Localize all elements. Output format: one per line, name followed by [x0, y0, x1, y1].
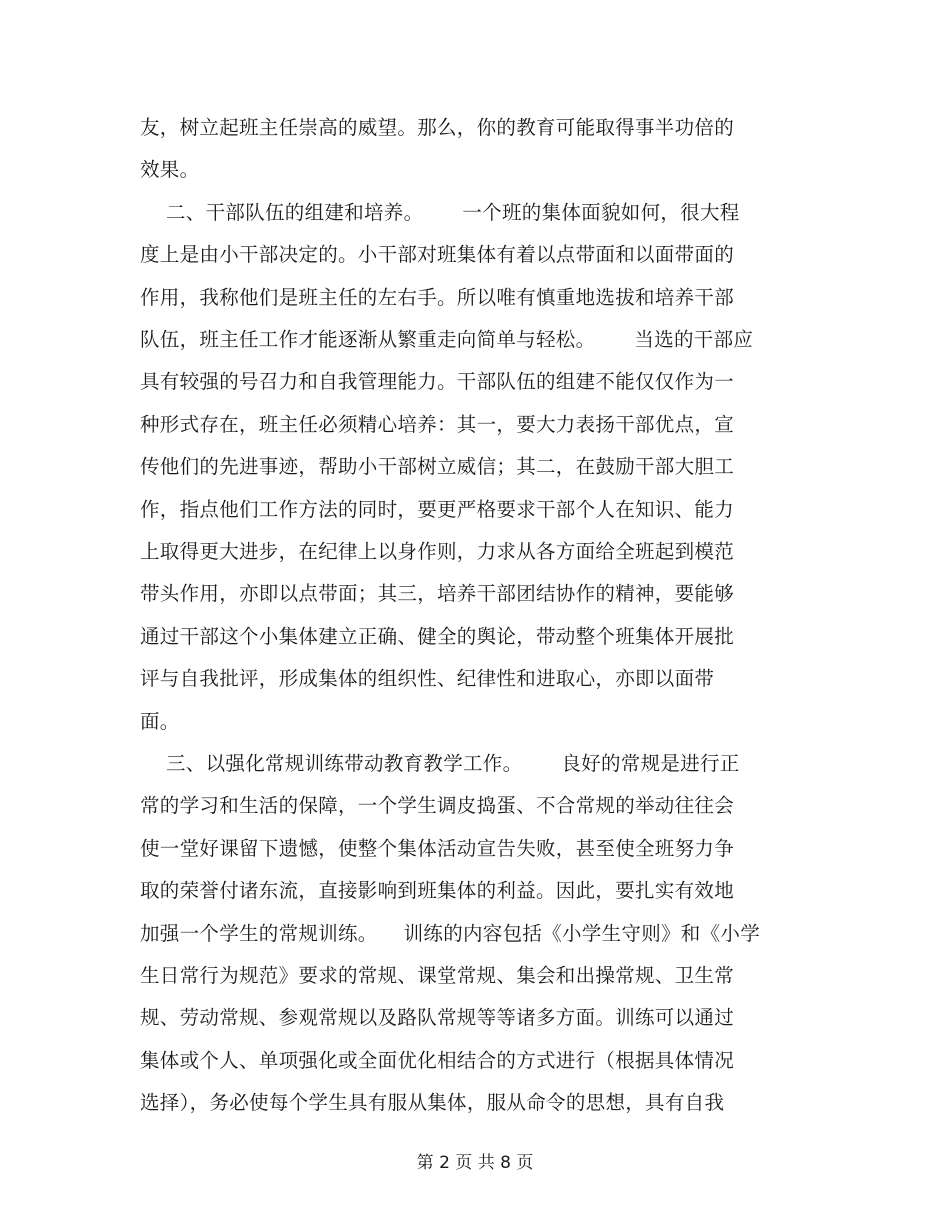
text-line: 集体或个人、单项强化或全面优化相结合的方式进行（根据具体情况 [140, 1049, 735, 1072]
text-line: 具有较强的号召力和自我管理能力。干部队伍的组建不能仅仅作为一 [140, 370, 735, 393]
text-line: 取的荣誉付诸东流，直接影响到班集体的利益。因此，要扎实有效地 [140, 879, 735, 902]
text-line: 二、干部队伍的组建和培养。 一个班的集体面貌如何，很大程 [140, 201, 740, 224]
page-number-footer: 第 2 页 共 8 页 [416, 1153, 534, 1173]
text-line: 传他们的先进事迹，帮助小干部树立威信；其二，在鼓励干部大胆工 [140, 455, 735, 478]
text-line: 队伍，班主任工作才能逐渐从繁重走向简单与轻松。 当选的干部应 [140, 328, 754, 351]
text-line: 三、以强化常规训练带动教育教学工作。 良好的常规是进行正 [140, 752, 740, 775]
text-line: 友，树立起班主任崇高的威望。那么，你的教育可能取得事半功倍的 [140, 116, 735, 139]
text-line: 评与自我批评，形成集体的组织性、纪律性和进取心，亦即以面带 [140, 667, 715, 690]
text-line: 度上是由小干部决定的。小干部对班集体有着以点带面和以面带面的 [140, 243, 735, 266]
text-line: 通过干部这个小集体建立正确、健全的舆论，带动整个班集体开展批 [140, 625, 735, 648]
text-line: 面。 [140, 710, 180, 733]
text-line: 规、劳动常规、参观常规以及路队常规等等诸多方面。训练可以通过 [140, 1006, 735, 1029]
text-line: 带头作用，亦即以点带面；其三，培养干部团结协作的精神，要能够 [140, 582, 735, 605]
text-line: 加强一个学生的常规训练。 训练的内容包括《小学生守则》和《小学 [140, 922, 760, 945]
text-line: 上取得更大进步，在纪律上以身作则，力求从各方面给全班起到模范 [140, 540, 735, 563]
text-line: 效果。 [140, 158, 200, 181]
text-line: 作，指点他们工作方法的同时，要更严格要求干部个人在知识、能力 [140, 498, 735, 521]
text-line: 常的学习和生活的保障，一个学生调皮捣蛋、不合常规的举动往往会 [140, 794, 735, 817]
text-line: 种形式存在，班主任必须精心培养：其一，要大力表扬干部优点，宣 [140, 413, 735, 436]
text-line: 作用，我称他们是班主任的左右手。所以唯有慎重地选拔和培养干部 [140, 286, 735, 309]
text-line: 生日常行为规范》要求的常规、课堂常规、集会和出操常规、卫生常 [140, 964, 735, 987]
text-line: 选择），务必使每个学生具有服从集体，服从命令的思想，具有自我 [140, 1091, 725, 1114]
text-line: 使一堂好课留下遗憾，使整个集体活动宣告失败，甚至使全班努力争 [140, 837, 735, 860]
